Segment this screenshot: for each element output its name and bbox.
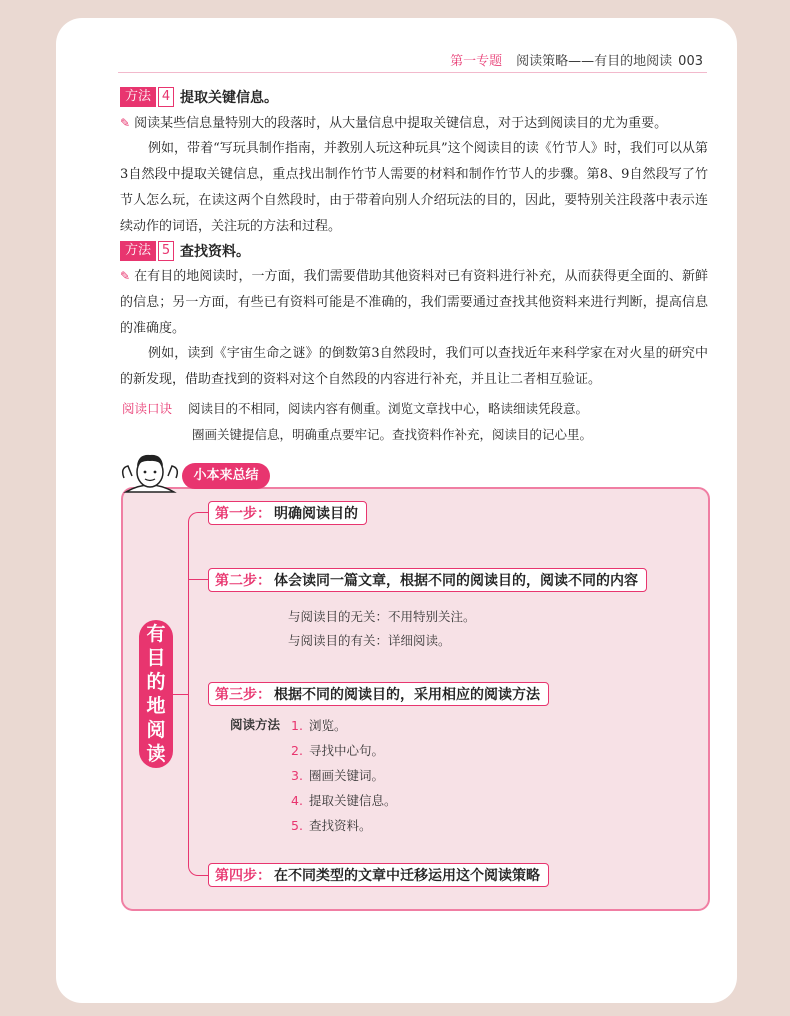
step-2-sub-2: 与阅读目的有关：详细阅读。 — [288, 633, 451, 648]
connector-line — [173, 694, 189, 695]
method-tag: 方法 — [120, 87, 156, 107]
header-title: 阅读策略——有目的地阅读 — [516, 54, 673, 69]
method-4-heading — [120, 86, 278, 107]
method-number: 5 — [158, 241, 174, 261]
list-item: 5. 查找资料。 — [291, 818, 372, 833]
summary-tab: 小本来总结 — [182, 463, 270, 489]
list-item: 3. 圈画关键词。 — [291, 768, 384, 783]
step-3: 第三步： 根据不同的阅读目的，采用相应的阅读方法 — [208, 682, 549, 706]
step-4: 第四步： 在不同类型的文章中迁移运用这个阅读策略 — [208, 863, 549, 887]
connector-line — [188, 579, 208, 580]
rhyme-label: 阅读口诀 — [122, 401, 173, 416]
method-5-example: 例如，读到《宇宙生命之谜》的倒数第3自然段时，我们可以查找近年来科学家在对火星的研究中的新发现，借助查找到的资料对这个自然段的内容进行补充，并且让二者相互验证。 — [120, 346, 708, 387]
chapter-label: 第一专题 — [450, 54, 503, 69]
method-title: 提取关键信息。 — [180, 89, 279, 106]
method-number: 4 — [158, 87, 174, 107]
list-item: 1. 浏览。 — [291, 718, 347, 733]
connector-bracket — [188, 512, 209, 876]
rhyme-line-2: 圈画关键提信息，明确重点要牢记。查找资料作补充，阅读目的记心里。 — [192, 427, 593, 442]
list-item: 4. 提取关键信息。 — [291, 793, 397, 808]
reading-rhyme — [122, 396, 592, 448]
pencil-icon: ✎ — [120, 269, 131, 283]
header-divider — [118, 72, 707, 73]
step-2: 第二步： 体会读同一篇文章，根据不同的阅读目的，阅读不同的内容 — [208, 568, 647, 592]
method-4-example: 例如，带着“写玩具制作指南，并教别人玩这种玩具”这个阅读目的读《竹节人》时，我们可以从第3自然段中提取关键信息，重点找出制作竹节人需要的材料和制作竹节人的步骤。第8、9自然段写了竹节人怎么玩，在读这两个自然段时，由于带着向别人介绍玩法的目的，因此，要特别关注段落中表示连续动作的词语，关注玩的方法和过程。 — [120, 141, 708, 234]
methods-label: 阅读方法 — [230, 717, 281, 732]
method-5-intro: ✎ 在有目的地阅读时，一方面，我们需要借助其他资料对已有资料进行补充，从而获得更全面的、新鲜的信息；另一方面，有些已有资料可能是不准确的，我们需要通过查找其他资料来进行判断，提高信息的准确度。 — [120, 269, 708, 336]
method-tag: 方法 — [120, 241, 156, 261]
method-4-intro: ✎ 阅读某些信息量特别大的段落时，从大量信息中提取关键信息，对于达到阅读目的尤为重要。 — [120, 116, 668, 131]
mascot-icon — [118, 448, 182, 494]
rhyme-line-1: 阅读目的不相同，阅读内容有侧重。浏览文章找中心，略读细读凭段意。 — [188, 401, 589, 416]
method-5-heading — [120, 240, 250, 261]
step-2-sub-1: 与阅读目的无关：不用特别关注。 — [288, 609, 476, 624]
step-1: 第一步： 明确阅读目的 — [208, 501, 367, 525]
methods-list — [291, 713, 396, 838]
pencil-icon: ✎ — [120, 116, 131, 130]
method-title: 查找资料。 — [180, 243, 251, 260]
page-number: 003 — [678, 54, 703, 69]
page-header — [450, 50, 703, 69]
vertical-title: 有 目 的 地 阅 读 — [139, 620, 173, 768]
list-item: 2. 寻找中心句。 — [291, 743, 384, 758]
